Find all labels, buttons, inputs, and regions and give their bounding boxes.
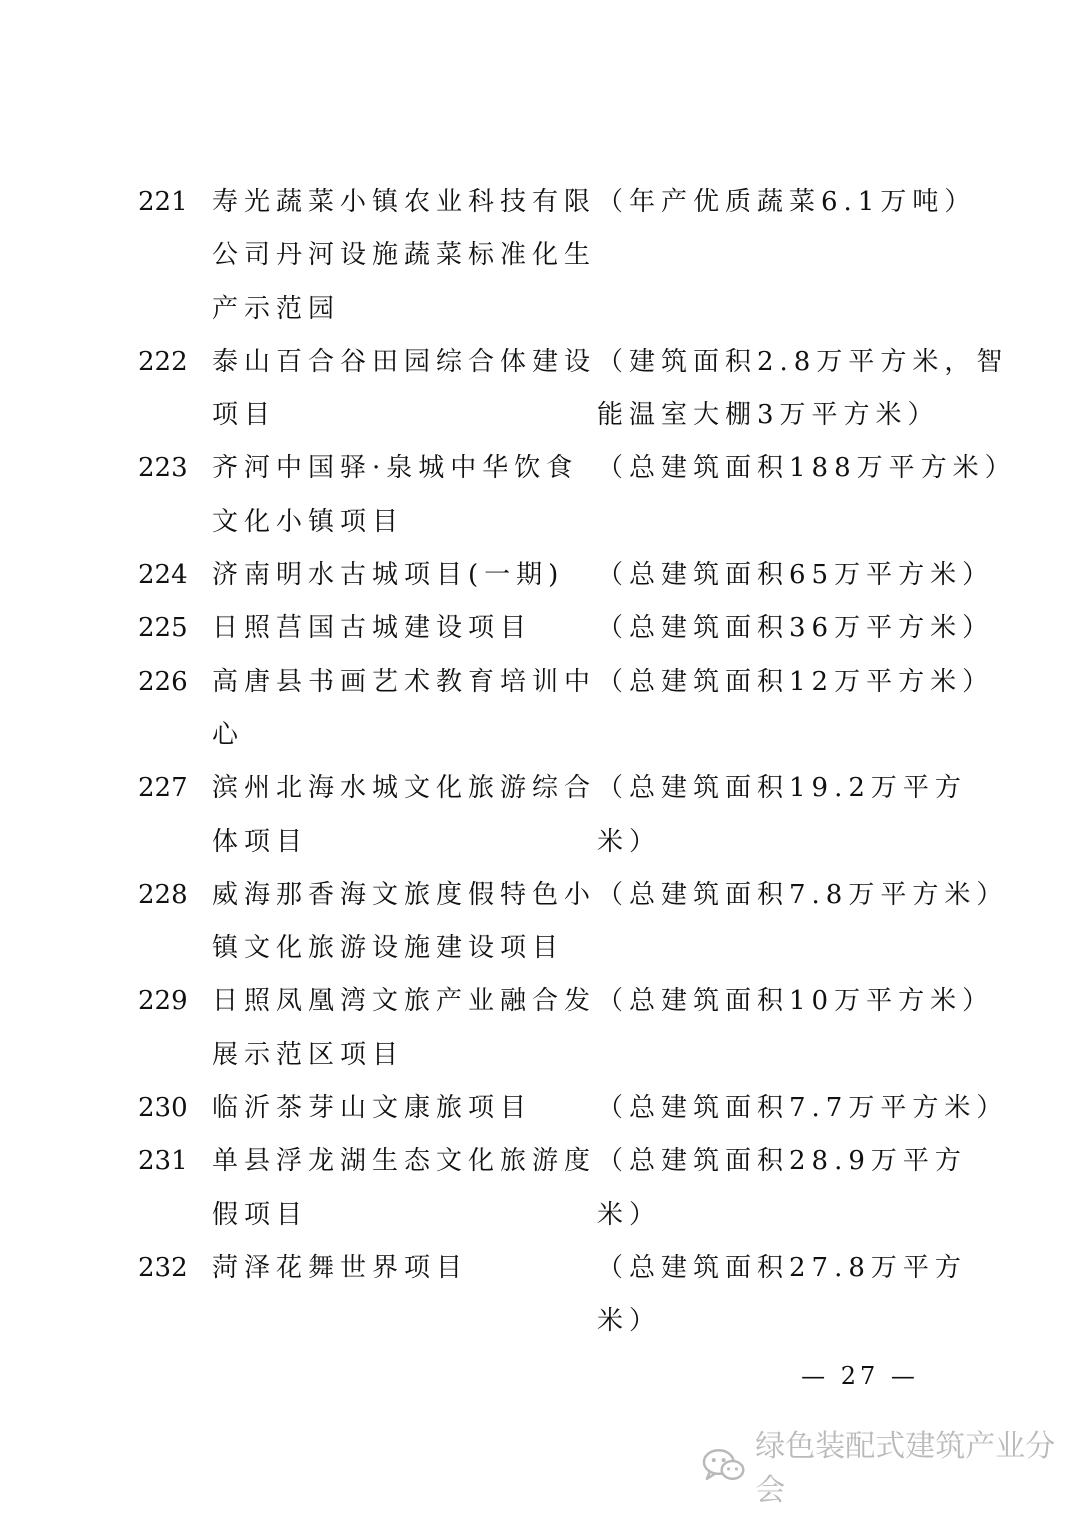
project-description bbox=[597, 336, 1009, 443]
project-name-line: 齐河中国驿·泉城中华饮食 bbox=[212, 453, 579, 484]
watermark-text: 绿色装配式建筑产业分会 bbox=[755, 1429, 1056, 1508]
project-description bbox=[597, 1135, 967, 1242]
project-name-line: 菏泽花舞世界项目 bbox=[212, 1252, 469, 1283]
project-name-line: 寿光蔬菜小镇农业科技有限 bbox=[212, 187, 597, 217]
project-number: 228 bbox=[138, 879, 188, 910]
project-name-line: 产示范园 bbox=[212, 293, 341, 324]
project-list bbox=[0, 176, 1080, 1349]
project-row bbox=[0, 336, 1080, 443]
project-name-line: 临沂茶芽山文康旅项目 bbox=[212, 1093, 533, 1124]
project-description-line: （总建筑面积12万平方米） bbox=[597, 666, 995, 697]
project-description bbox=[597, 1242, 967, 1349]
project-name bbox=[212, 1135, 597, 1242]
project-number: 221 bbox=[138, 187, 188, 217]
project-number: 232 bbox=[138, 1252, 188, 1283]
project-row bbox=[0, 442, 1080, 549]
watermark bbox=[700, 1429, 1080, 1508]
project-number: 224 bbox=[138, 560, 188, 591]
project-name bbox=[212, 176, 597, 336]
project-number: 231 bbox=[138, 1146, 188, 1177]
project-name bbox=[212, 442, 579, 549]
project-name bbox=[212, 656, 597, 763]
project-row bbox=[0, 975, 1080, 1082]
project-name-line: 展示范区项目 bbox=[212, 1039, 405, 1070]
project-description-line: （总建筑面积28.9万平方 bbox=[597, 1146, 967, 1177]
project-name bbox=[212, 975, 597, 1082]
project-description-line: 米） bbox=[597, 1199, 662, 1230]
project-row bbox=[0, 176, 1080, 336]
project-description bbox=[597, 549, 995, 602]
project-number: 230 bbox=[138, 1093, 188, 1124]
project-name bbox=[212, 869, 597, 976]
project-row bbox=[0, 1242, 1080, 1349]
project-description-line: （总建筑面积7.7万平方米） bbox=[597, 1093, 1009, 1124]
project-number: 223 bbox=[138, 453, 188, 484]
project-description bbox=[597, 762, 967, 869]
project-name bbox=[212, 1082, 572, 1135]
project-number: 227 bbox=[138, 773, 188, 804]
project-description-line: （建筑面积2.8万平方米，智 bbox=[597, 346, 1009, 377]
project-description-line: （总建筑面积188万平方米） bbox=[597, 453, 1017, 484]
project-name-line: 项目 bbox=[212, 400, 277, 431]
project-number: 229 bbox=[138, 986, 188, 1017]
project-name bbox=[212, 1242, 572, 1295]
project-description bbox=[597, 442, 1017, 495]
project-name-line: 滨州北海水城文化旅游综合 bbox=[212, 773, 597, 804]
project-name bbox=[212, 549, 572, 602]
project-description-line: 米） bbox=[597, 1306, 662, 1337]
project-name-line: 单县浮龙湖生态文化旅游度 bbox=[212, 1146, 597, 1177]
project-row bbox=[0, 602, 1080, 655]
project-name-line: 心 bbox=[212, 719, 245, 750]
project-description-line: （总建筑面积36万平方米） bbox=[597, 613, 995, 644]
project-name-line: 公司丹河设施蔬菜标准化生 bbox=[212, 240, 597, 271]
project-description bbox=[597, 656, 995, 709]
project-number: 226 bbox=[138, 666, 188, 697]
project-name bbox=[212, 762, 597, 869]
project-name-line: 日照莒国古城建设项目 bbox=[212, 613, 533, 644]
project-name bbox=[212, 336, 597, 443]
project-row bbox=[0, 1082, 1080, 1135]
project-row bbox=[0, 762, 1080, 869]
project-description bbox=[597, 869, 1009, 922]
project-description bbox=[597, 975, 995, 1028]
project-name-line: 镇文化旅游设施建设项目 bbox=[212, 933, 565, 964]
project-description-line: （总建筑面积7.8万平方米） bbox=[597, 879, 1009, 910]
project-name-line: 文化小镇项目 bbox=[212, 506, 405, 537]
project-description-line: （总建筑面积10万平方米） bbox=[597, 986, 995, 1017]
project-row bbox=[0, 1135, 1080, 1242]
project-name-line: 威海那香海文旅度假特色小 bbox=[212, 879, 597, 910]
project-name-line: 高唐县书画艺术教育培训中 bbox=[212, 666, 597, 697]
project-description bbox=[597, 176, 977, 229]
project-description-line: （总建筑面积27.8万平方 bbox=[597, 1252, 967, 1283]
project-description-line: （总建筑面积65万平方米） bbox=[597, 560, 995, 591]
project-row bbox=[0, 549, 1080, 602]
project-name bbox=[212, 602, 572, 655]
page-number: — 27 — bbox=[801, 1362, 919, 1390]
project-description-line: （总建筑面积19.2万平方 bbox=[597, 773, 967, 804]
project-description bbox=[597, 1082, 1009, 1135]
project-number: 222 bbox=[138, 346, 188, 377]
project-name-line: 体项目 bbox=[212, 826, 309, 857]
project-description-line: （年产优质蔬菜6.1万吨） bbox=[597, 187, 977, 217]
project-description-line: 能温室大棚3万平方米） bbox=[597, 400, 940, 431]
project-name-line: 泰山百合谷田园综合体建设 bbox=[212, 346, 597, 377]
project-name-line: 日照凤凰湾文旅产业融合发 bbox=[212, 986, 597, 1017]
project-name-line: 假项目 bbox=[212, 1199, 309, 1230]
project-name-line: 济南明水古城项目(一期) bbox=[212, 560, 565, 591]
project-number: 225 bbox=[138, 613, 188, 644]
project-description bbox=[597, 602, 995, 655]
project-description-line: 米） bbox=[597, 826, 662, 857]
wechat-icon bbox=[700, 1445, 747, 1485]
project-row bbox=[0, 869, 1080, 976]
project-row bbox=[0, 656, 1080, 763]
